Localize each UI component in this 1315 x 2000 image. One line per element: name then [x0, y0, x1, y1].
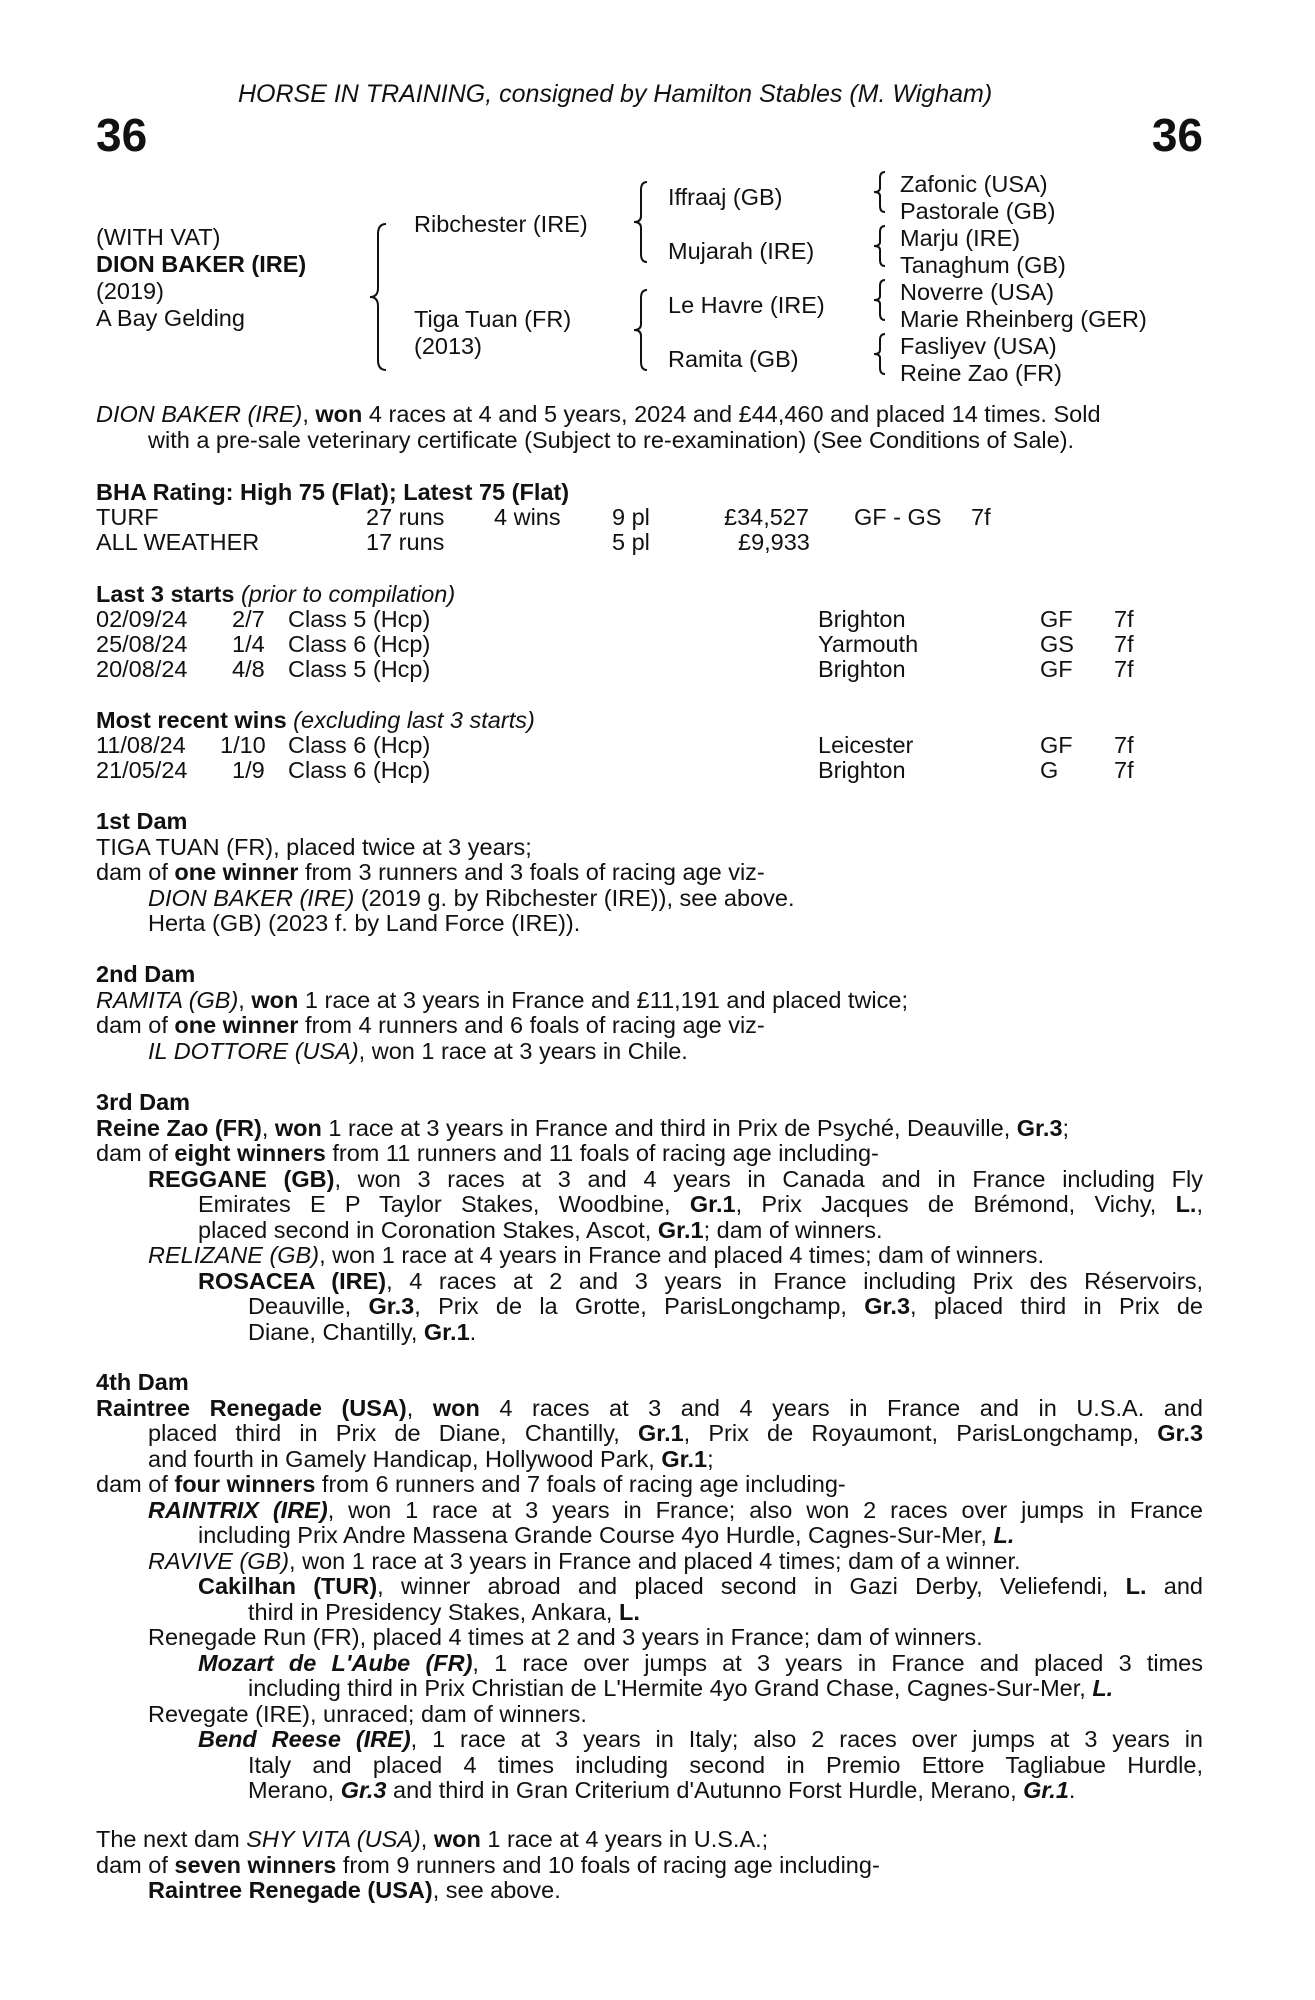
rating-prize: £9,933 — [738, 529, 810, 555]
pedigree-g5: Noverre (USA) — [900, 279, 1055, 305]
pedigree-g7: Fasliyev (USA) — [900, 333, 1057, 359]
second-dam-section: 2nd Dam RAMITA (GB), won 1 race at 3 years in France and £11,191 and placed twice; dam of one winner from 4 runners and 6 foals of racing age viz- IL DOTTORE (USA), won 1 race at 3 years in Chile. — [96, 962, 1203, 1064]
pedigree-dam-dam: Ramita (GB) — [668, 346, 799, 372]
pedigree-g6: Marie Rheinberg (GER) — [900, 306, 1147, 332]
catalogue-header: HORSE IN TRAINING, consigned by Hamilton Stables (M. Wigham) — [238, 80, 993, 108]
rating-prize: £34,527 — [724, 504, 809, 530]
pedigree-g4: Tanaghum (GB) — [900, 252, 1066, 278]
third-dam-section: 3rd Dam Reine Zao (FR), won 1 race at 3 years in France and third in Prix de Psyché, Deauville, Gr.3; dam of eight winners from 11 runners and 11 foals of racing age including- REGGANE (GB), won 3 races at 3 and 4 years in Canada and in France including Fly Emirates E P Taylor Stakes, Woodbine, Gr.1, Prix Jacques de Brémond, Vichy, L., placed second in Coronation Stakes, Ascot, Gr.1; dam of winners. RELIZANE (GB), won 1 race at 4 years in France and placed 4 times; dam of winners. ROSACEA (IRE), 4 races at 2 and 3 years in France including Prix des Réservoirs, Deauville, Gr.3, Prix de la Grotte, ParisLongchamp, Gr.3, placed third in Prix de Diane, Chantilly, Gr.1. — [96, 1089, 1204, 1345]
pedigree-g8: Reine Zao (FR) — [900, 360, 1062, 386]
horse-name: DION BAKER (IRE) — [96, 251, 307, 277]
pedigree-brace-main — [368, 222, 390, 372]
rating-heading: BHA Rating: High 75 (Flat); Latest 75 (Flat) — [96, 479, 570, 505]
recent-heading: Most recent wins (excluding last 3 starts) — [96, 707, 535, 733]
pedigree-g1: Zafonic (USA) — [900, 171, 1048, 197]
pedigree-g2: Pastorale (GB) — [900, 198, 1056, 224]
rating-going: GF - GS — [854, 504, 942, 530]
first-dam-section: 1st Dam TIGA TUAN (FR), placed twice at 3 years; dam of one winner from 3 runners and 3 foals of racing age viz- DION BAKER (IRE) (2019 g. by Ribchester (IRE)), see above. Herta (GB) (2023 f. by Land Force (IRE)). — [96, 809, 1203, 937]
rating-distance: 7f — [971, 504, 991, 530]
summary-text-1: 4 races at 4 and 5 years, 2024 and £44,460 and placed 14 times. Sold — [362, 401, 1101, 427]
lot-number-left: 36 — [96, 109, 148, 161]
summary-horse-name: DION BAKER (IRE) — [96, 401, 303, 427]
rating-runs: 27 runs — [366, 504, 445, 530]
section-heading: 3rd Dam — [96, 1089, 191, 1115]
pedigree-sire: Ribchester (IRE) — [414, 211, 588, 237]
horse-year: (2019) — [96, 278, 164, 304]
section-heading: 2nd Dam — [96, 961, 196, 987]
pedigree-dam-sire: Le Havre (IRE) — [668, 292, 825, 318]
section-heading: 4th Dam — [96, 1369, 189, 1395]
vat-note: (WITH VAT) — [96, 224, 221, 250]
pedigree-brace-g3 — [872, 278, 888, 322]
horse-description: A Bay Gelding — [96, 305, 245, 331]
summary-won: won — [315, 401, 363, 427]
pedigree-dam: Tiga Tuan (FR) — [414, 306, 572, 332]
pedigree-sire-dam: Mujarah (IRE) — [668, 238, 815, 264]
rating-surface: ALL WEATHER — [96, 529, 260, 555]
pedigree-brace-sire — [632, 180, 650, 264]
fourth-dam-section: 4th Dam Raintree Renegade (USA), won 4 races at 3 and 4 years in France and in U.S.A. and placed third in Prix de Diane, Chantilly, Gr.1, Prix de Royaumont, ParisLongchamp, Gr.3 and fourth in Gamely Handicap, Hollywood Park, Gr.1; dam of four winners from 6 runners and 7 foals of racing age including- RAINTRIX (IRE), won 1 race at 3 years in France; also won 2 races over jumps in France including Prix Andre Massena Grande Course 4yo Hurdle, Cagnes-Sur-Mer, L. RAVIVE (GB), won 1 race at 3 years in France and placed 4 times; dam of a winner. Cakilhan (TUR), winner abroad and placed second in Gazi Derby, Veliefendi, L. and third in Presidency Stakes, Ankara, L. Renegade Run (FR), placed 4 times at 2 and 3 years in France; dam of winners. Mozart de L'Aube (FR), 1 race over jumps at 3 years in France and placed 3 times including third in Prix Christian de L'Hermite 4yo Grand Chase, Cagnes-Sur-Mer, L. Revegate (IRE), unraced; dam of winners. Bend Reese (IRE), 1 race at 3 years in Italy; also 2 races over jumps at 3 years in Italy and placed 4 times including second in Premio Ettore Tagliabue Hurdle, Merano, Gr.3 and third in Gran Criterium d'Autunno Forst Hurdle, Merano, Gr.1. — [96, 1369, 1204, 1803]
pedigree-brace-g1 — [872, 170, 888, 214]
lot-number-right: 36 — [1151, 109, 1203, 161]
last3-heading: Last 3 starts (prior to compilation) — [96, 581, 456, 607]
summary-paragraph: DION BAKER (IRE), won 4 races at 4 and 5 years, 2024 and £44,460 and placed 14 times. Sold with a pre-sale veterinary certificate (Subject to re-examination) (See Conditions of Sale). — [96, 402, 1203, 453]
pedigree-dam-year: (2013) — [414, 333, 482, 359]
next-dam-section: The next dam SHY VITA (USA), won 1 race at 4 years in U.S.A.; dam of seven winners from 9 runners and 10 foals of racing age including- Raintree Renegade (USA), see above. — [96, 1826, 880, 1903]
pedigree-brace-g2 — [872, 224, 888, 268]
rating-placed: 9 pl — [612, 504, 650, 530]
summary-text-2: with a pre-sale veterinary certificate (Subject to re-examination) (See Conditions of Sale). — [148, 426, 1075, 453]
pedigree-brace-dam — [632, 288, 650, 372]
pedigree-sire-sire: Iffraaj (GB) — [668, 184, 783, 210]
rating-placed: 5 pl — [612, 529, 650, 555]
section-heading: 1st Dam — [96, 808, 188, 834]
pedigree-brace-g4 — [872, 332, 888, 376]
rating-surface: TURF — [96, 504, 159, 530]
rating-runs: 17 runs — [366, 529, 445, 555]
pedigree-g3: Marju (IRE) — [900, 225, 1021, 251]
rating-wins: 4 wins — [494, 504, 561, 530]
